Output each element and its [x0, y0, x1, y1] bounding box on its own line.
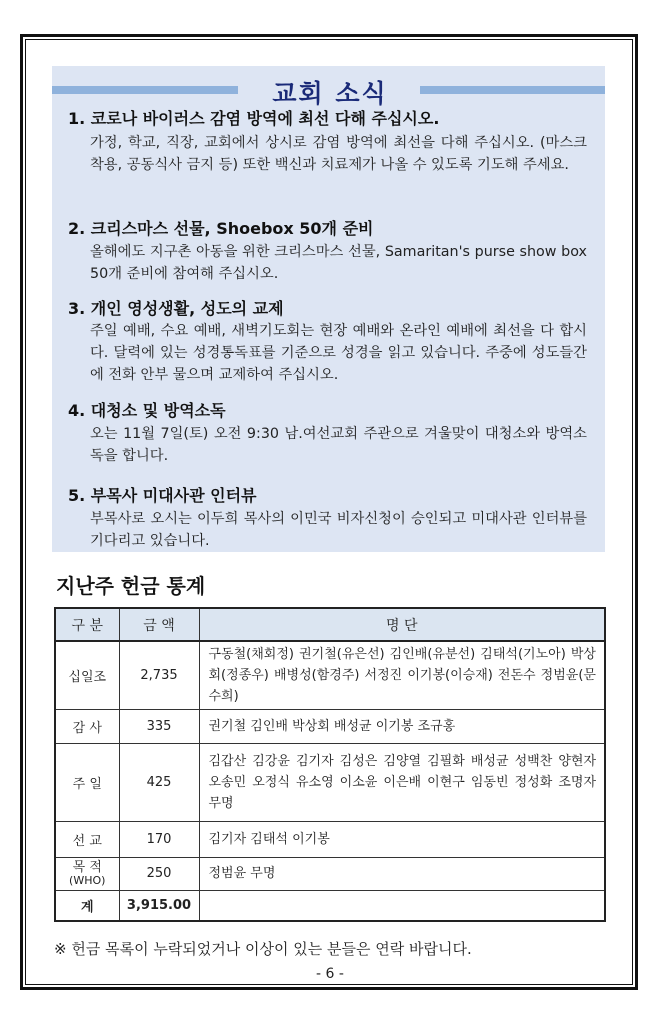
- row-category-sub: (WHO): [69, 873, 106, 887]
- row-category: [55, 857, 119, 890]
- total-label: 계: [55, 890, 119, 921]
- row-category: 감 사: [55, 709, 119, 743]
- row-category: 선 교: [55, 821, 119, 857]
- table-row: [55, 821, 605, 857]
- row-amount: 2,735: [119, 641, 199, 709]
- offering-stats-title: 지난주 헌금 통계: [56, 574, 206, 598]
- column-header-category: 구 분: [55, 608, 119, 641]
- row-amount: 425: [119, 743, 199, 821]
- news-item-heading: 4. 대청소 및 방역소독: [68, 401, 226, 420]
- news-item-body: 올해에도 지구촌 아동을 위한 크리스마스 선물, Samaritan's purse show box 50개 준비에 참여해 주십시오.: [90, 244, 587, 282]
- title-decoration-left: [52, 86, 238, 94]
- row-names: 김갑산 김강윤 김기자 김성은 김양열 김필화 배성균 성백찬 양현자 오송민 오정식 유소영 이소윤 이은배 이현구 임동빈 정성화 조명자 무명: [199, 743, 605, 821]
- row-names: 김기자 김태석 이기봉: [199, 821, 605, 857]
- church-news-title: 교회 소식: [272, 79, 388, 108]
- table-row: [55, 857, 605, 890]
- table-row: [55, 709, 605, 743]
- column-header-amount: 금 액: [119, 608, 199, 641]
- news-item-body: 주일 예배, 수요 예배, 새벽기도회는 현장 예배와 온라인 예배에 최선을 다 합시다. 달력에 있는 성경통독표를 기준으로 성경을 읽고 있습니다. 주중에 성도들간에 전화 안부 물으며 교제하여 주십시오.: [90, 323, 587, 383]
- row-names: 권기철 김인배 박상회 배성균 이기봉 조규홍: [199, 709, 605, 743]
- total-row: [55, 890, 605, 921]
- row-names: 정범윤 무명: [199, 857, 605, 890]
- title-decoration-right: [420, 86, 605, 94]
- row-amount: 170: [119, 821, 199, 857]
- table-row: [55, 743, 605, 821]
- offering-note: ※ 헌금 목록이 누락되었거나 이상이 있는 분들은 연락 바랍니다.: [54, 940, 472, 958]
- table-row: [55, 641, 605, 709]
- news-item-heading: 2. 크리스마스 선물, Shoebox 50개 준비: [68, 219, 374, 238]
- table-header-row: [55, 608, 605, 641]
- row-amount: 335: [119, 709, 199, 743]
- page-number: - 6 -: [316, 966, 344, 982]
- row-amount: 250: [119, 857, 199, 890]
- offering-table: [54, 607, 606, 922]
- row-category: 주 일: [55, 743, 119, 821]
- news-item-heading: 5. 부목사 미대사관 인터뷰: [68, 486, 257, 505]
- row-names: 구동철(채회정) 권기철(유은선) 김인배(유분선) 김태석(기노아) 박상회(정종우) 배병성(함경주) 서정진 이기봉(이승재) 전돈수 정범윤(문수희): [199, 641, 605, 709]
- total-empty-cell: [199, 890, 605, 921]
- news-item-body: 오는 11월 7일(토) 오전 9:30 남.여선교회 주관으로 겨울맞이 대청소와 방역소독을 합니다.: [90, 426, 587, 464]
- news-item-body: 부목사로 오시는 이두희 목사의 이민국 비자신청이 승인되고 미대사관 인터뷰를 기다리고 있습니다.: [90, 511, 587, 549]
- news-item-heading: 3. 개인 영성생활, 성도의 교제: [68, 299, 284, 318]
- news-item-body: 가정, 학교, 직장, 교회에서 상시로 감염 방역에 최선을 다해 주십시오. (마스크 착용, 공동식사 금지 등) 또한 백신과 치료제가 나올 수 있도록 기도해 주세요.: [90, 135, 587, 173]
- news-item-heading: 1. 코로나 바이러스 감염 방역에 최선 다해 주십시오.: [68, 109, 440, 128]
- total-amount: 3,915.00: [119, 890, 199, 921]
- column-header-names: 명 단: [199, 608, 605, 641]
- row-category: 십일조: [55, 641, 119, 709]
- row-category-label: 목 적: [72, 859, 102, 875]
